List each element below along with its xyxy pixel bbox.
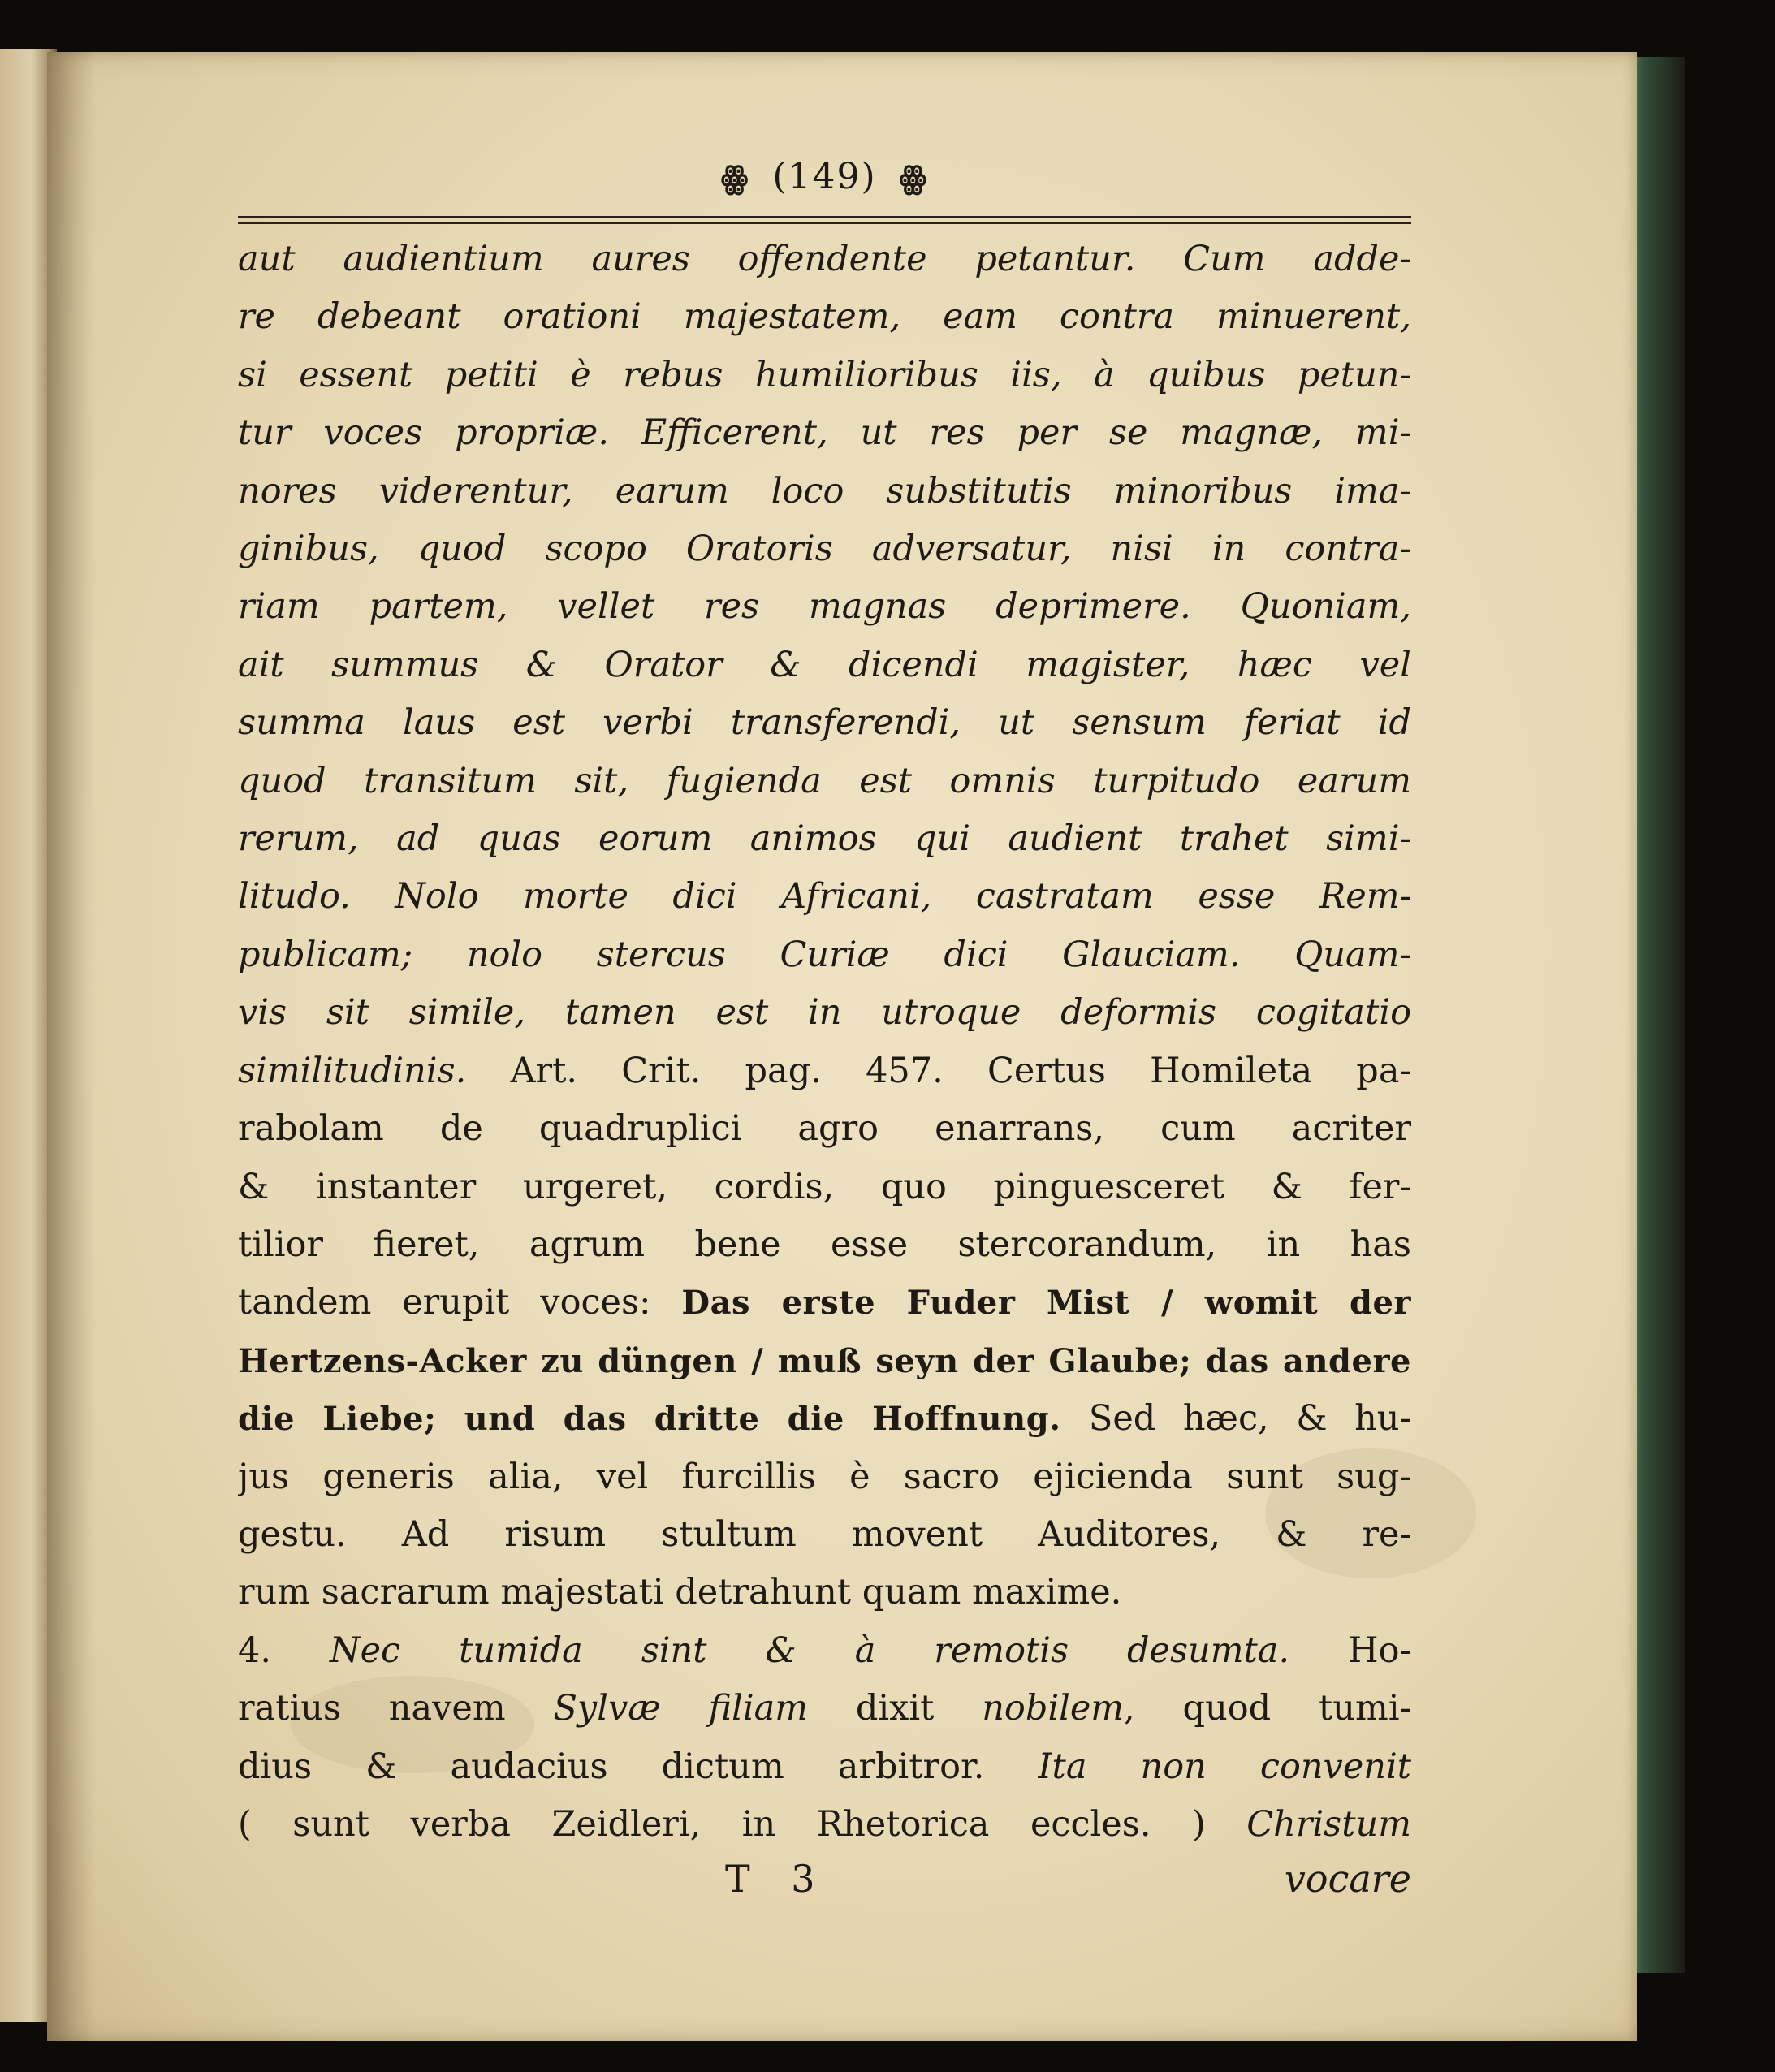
text-segment: ginibus, quod scopo Oratoris adversatur, nisi in contra- xyxy=(238,529,1411,570)
text-line xyxy=(238,1506,1411,1564)
text-line xyxy=(238,520,1411,578)
page-gutter-shadow xyxy=(47,52,96,2041)
text-segment: ( sunt verba Zeidleri, in Rhetorica eccles. ) xyxy=(238,1803,1247,1845)
text-segment: nores viderentur, earum loco substitutis minoribus ima- xyxy=(238,470,1411,512)
text-segment: dius & audacius dictum arbitror. xyxy=(238,1746,1039,1787)
text-segment: quod transitum sit, fugienda est omnis turpitudo earum xyxy=(238,760,1411,801)
text-segment: 4. xyxy=(238,1630,330,1671)
text-segment: riam partem, vellet res magnas deprimere. Quoniam, xyxy=(238,586,1411,628)
text-segment: ratius navem xyxy=(238,1688,554,1729)
text-line xyxy=(238,404,1411,462)
text-line xyxy=(238,1274,1411,1332)
page-number: (149) xyxy=(772,156,877,197)
text-line xyxy=(238,1042,1411,1100)
header-rule xyxy=(238,216,1411,224)
text-segment: rum sacrarum majestati detrahunt quam maxime. xyxy=(238,1572,1122,1613)
text-segment: similitudinis. xyxy=(238,1050,511,1091)
text-line xyxy=(238,1796,1411,1854)
text-line xyxy=(238,463,1411,520)
text-segment: vis sit simile, tamen est in utroque deformis cogitatio xyxy=(238,992,1411,1034)
text-line xyxy=(238,1448,1411,1506)
text-line xyxy=(238,868,1411,926)
text-block xyxy=(238,153,1411,1922)
text-line xyxy=(238,637,1411,694)
text-segment: si essent petiti è rebus humilioribus iis, à quibus petun- xyxy=(238,354,1411,395)
ornament-left-icon: ꙮ xyxy=(720,159,750,196)
text-segment: tur voces propriæ. Efficerent, ut res per se magnæ, mi- xyxy=(238,412,1411,454)
ornament-right-icon: ꙮ xyxy=(899,159,929,196)
text-line xyxy=(238,1564,1411,1621)
text-line xyxy=(238,231,1411,288)
text-segment: summa laus est verbi transferendi, ut sensum feriat id xyxy=(238,702,1411,744)
text-segment: aut audientium aures offendente petantur. Cum adde- xyxy=(238,239,1411,279)
signature-mark: T 3 xyxy=(725,1857,830,1901)
text-segment: tandem erupit voces: xyxy=(238,1282,682,1323)
text-segment: die Liebe; und das dritte die Hoffnung. xyxy=(238,1400,1089,1439)
text-line xyxy=(238,1216,1411,1274)
text-line xyxy=(238,926,1411,984)
page-footer xyxy=(238,1857,1411,1922)
text-line xyxy=(238,1390,1411,1448)
text-segment: Sylvæ filiam xyxy=(553,1688,856,1729)
page-header xyxy=(238,156,1411,197)
text-segment: & instanter urgeret, cordis, quo pinguesceret & fer- xyxy=(238,1166,1411,1207)
running-header xyxy=(238,153,1411,218)
text-segment: Das erste Fuder Mist / womit der xyxy=(681,1284,1411,1323)
text-segment: ait summus & Orator & dicendi magister, hæc vel xyxy=(238,644,1411,685)
text-line xyxy=(238,578,1411,636)
text-segment: tilior fieret, agrum bene esse stercorandum, in has xyxy=(238,1224,1411,1265)
text-line xyxy=(238,810,1411,868)
text-segment: litudo. Nolo morte dici Africani, castratam esse Rem- xyxy=(238,876,1411,917)
text-segment: rerum, ad quas eorum animos qui audient trahet simi- xyxy=(238,818,1411,860)
text-line xyxy=(238,694,1411,752)
text-segment: re debeant orationi majestatem, eam contra minuerent, xyxy=(238,296,1411,338)
text-segment: dixit xyxy=(855,1688,983,1729)
catchword: vocare xyxy=(1284,1857,1411,1901)
text-line xyxy=(238,1159,1411,1216)
text-segment: nobilem xyxy=(982,1688,1125,1729)
text-segment: gestu. Ad risum stultum movent Auditores, & re- xyxy=(238,1513,1411,1555)
text-segment: rabolam de quadruplici agro enarrans, cum acriter xyxy=(238,1108,1411,1150)
text-line xyxy=(238,288,1411,346)
text-line xyxy=(238,753,1411,810)
text-segment: Hertzens-Acker zu düngen / muß seyn der Glaube; das andere xyxy=(238,1341,1411,1380)
text-line xyxy=(238,1332,1411,1390)
text-line xyxy=(238,1622,1411,1680)
text-segment: Christum xyxy=(1246,1803,1411,1845)
text-segment: Sed hæc, & hu- xyxy=(1088,1398,1411,1440)
text-segment: Ho- xyxy=(1348,1630,1411,1671)
text-line xyxy=(238,347,1411,404)
body-text xyxy=(238,231,1411,1854)
text-line xyxy=(238,1680,1411,1737)
text-line xyxy=(238,984,1411,1042)
text-segment: , quod tumi- xyxy=(1124,1688,1411,1729)
text-line xyxy=(238,1100,1411,1158)
text-segment: jus generis alia, vel furcillis è sacro ejicienda sunt sug- xyxy=(238,1456,1411,1497)
book-page xyxy=(47,52,1637,2041)
text-segment: Ita non convenit xyxy=(1038,1746,1411,1787)
text-line xyxy=(238,1738,1411,1796)
text-segment: Nec tumida sint & à remotis desumta. xyxy=(329,1630,1349,1671)
text-segment: publicam; nolo stercus Curiæ dici Glauciam. Quam- xyxy=(238,934,1411,975)
text-segment: Art. Crit. pag. 457. Certus Homileta pa- xyxy=(510,1050,1411,1091)
